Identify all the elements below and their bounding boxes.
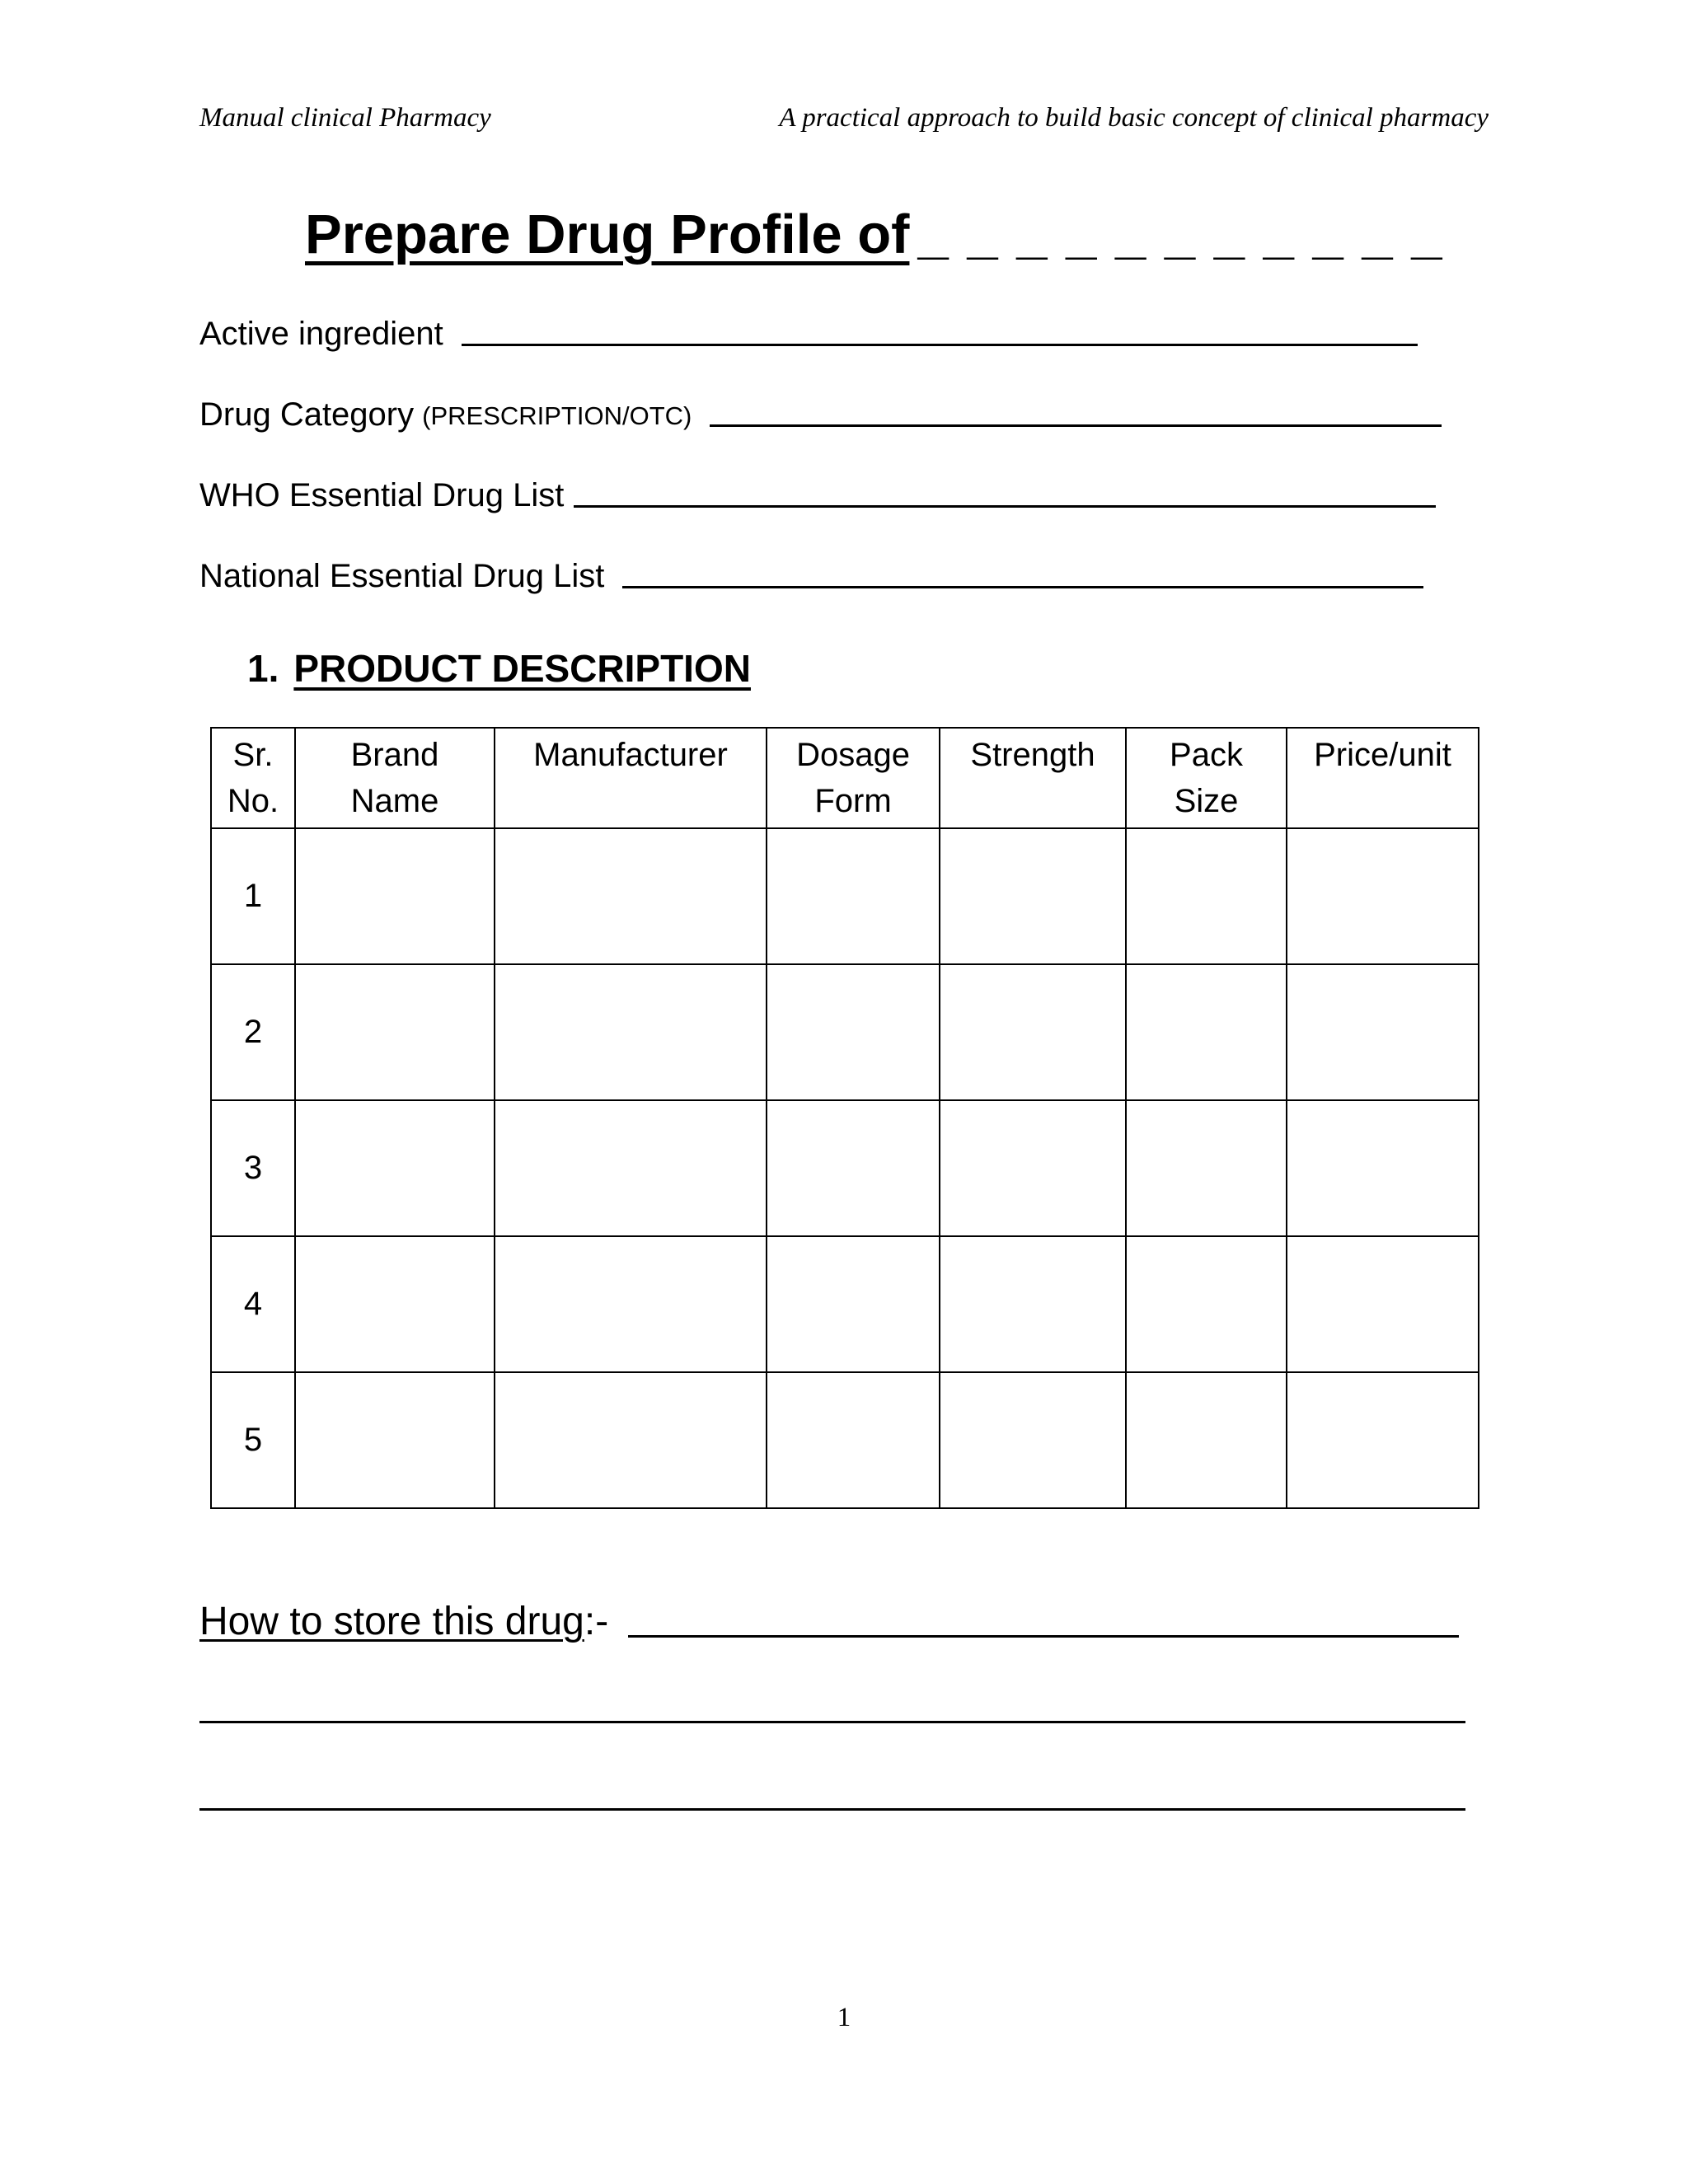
storage-line-2[interactable] (199, 1721, 1465, 1723)
drug-category-field (199, 384, 1442, 434)
cell-dosage-form[interactable] (767, 828, 940, 964)
section-title: PRODUCT DESCRIPTION (293, 647, 751, 690)
cell-strength[interactable] (940, 1100, 1126, 1236)
section-heading (247, 636, 751, 691)
cell-manufacturer[interactable] (495, 964, 767, 1100)
column-header-dosage-form: Dosage Form (767, 728, 940, 828)
drug-category-line[interactable] (710, 424, 1442, 427)
who-list-line[interactable] (574, 505, 1436, 508)
cell-price-unit[interactable] (1287, 828, 1479, 964)
row-number: 2 (211, 964, 295, 1100)
cell-price-unit[interactable] (1287, 1100, 1479, 1236)
cell-manufacturer[interactable] (495, 1100, 767, 1236)
drug-category-note: (PRESCRIPTION/OTC) (422, 401, 692, 430)
product-table (210, 727, 1479, 1509)
cell-strength[interactable] (940, 964, 1126, 1100)
row-number: 1 (211, 828, 295, 964)
cell-strength[interactable] (940, 828, 1126, 964)
row-number: 3 (211, 1100, 295, 1236)
column-header-pack-size: Pack Size (1126, 728, 1287, 828)
header-right: A practical approach to build basic concept of clinical pharmacy (779, 102, 1489, 133)
national-list-field (199, 546, 1423, 595)
running-header (199, 97, 1489, 138)
column-header-strength: Strength (940, 728, 1126, 828)
cell-price-unit[interactable] (1287, 1372, 1479, 1508)
table-row (211, 1372, 1479, 1508)
cell-brand-name[interactable] (295, 964, 495, 1100)
cell-strength[interactable] (940, 1236, 1126, 1372)
cell-dosage-form[interactable] (767, 1372, 940, 1508)
cell-pack-size[interactable] (1126, 1372, 1287, 1508)
page-title (305, 198, 1443, 272)
table-row (211, 964, 1479, 1100)
column-header-manufacturer: Manufacturer (495, 728, 767, 828)
cell-price-unit[interactable] (1287, 964, 1479, 1100)
table-row (211, 1236, 1479, 1372)
column-header-sr-no: Sr. No. (211, 728, 295, 828)
column-header-price-unit: Price/unit (1287, 728, 1479, 828)
cell-pack-size[interactable] (1126, 964, 1287, 1100)
cell-price-unit[interactable] (1287, 1236, 1479, 1372)
cell-pack-size[interactable] (1126, 828, 1287, 964)
table-row (211, 1100, 1479, 1236)
active-ingredient-line[interactable] (462, 344, 1418, 346)
active-ingredient-label: Active ingredient (199, 316, 443, 352)
table-row (211, 828, 1479, 964)
cell-pack-size[interactable] (1126, 1100, 1287, 1236)
who-list-field (199, 465, 1436, 514)
drug-category-label: Drug Category (199, 396, 415, 433)
row-number: 4 (211, 1236, 295, 1372)
cell-pack-size[interactable] (1126, 1236, 1287, 1372)
cell-strength[interactable] (940, 1372, 1126, 1508)
national-list-line[interactable] (622, 586, 1423, 588)
storage-field (199, 1586, 1459, 1644)
storage-line-3[interactable] (199, 1808, 1465, 1811)
cell-brand-name[interactable] (295, 1100, 495, 1236)
cell-manufacturer[interactable] (495, 1372, 767, 1508)
title-blank: _ _ _ _ _ _ _ _ _ _ _ (917, 204, 1444, 265)
cell-dosage-form[interactable] (767, 964, 940, 1100)
cell-brand-name[interactable] (295, 1236, 495, 1372)
page-number: 1 (837, 2003, 851, 2032)
storage-line-1[interactable] (628, 1635, 1459, 1638)
cell-manufacturer[interactable] (495, 1236, 767, 1372)
national-list-label: National Essential Drug List (199, 558, 605, 594)
header-left: Manual clinical Pharmacy (199, 102, 491, 133)
section-number: 1. (247, 647, 279, 690)
cell-dosage-form[interactable] (767, 1100, 940, 1236)
column-header-brand-name: Brand Name (295, 728, 495, 828)
row-number: 5 (211, 1372, 295, 1508)
table-header-row (211, 728, 1479, 828)
storage-label: How to store this drug (199, 1600, 584, 1643)
title-text: Prepare Drug Profile of (305, 204, 910, 265)
who-list-label: WHO Essential Drug List (199, 477, 565, 513)
cell-brand-name[interactable] (295, 828, 495, 964)
cell-dosage-form[interactable] (767, 1236, 940, 1372)
cell-brand-name[interactable] (295, 1372, 495, 1508)
active-ingredient-field (199, 303, 1418, 353)
storage-suffix: :- (584, 1600, 609, 1643)
cell-manufacturer[interactable] (495, 828, 767, 964)
